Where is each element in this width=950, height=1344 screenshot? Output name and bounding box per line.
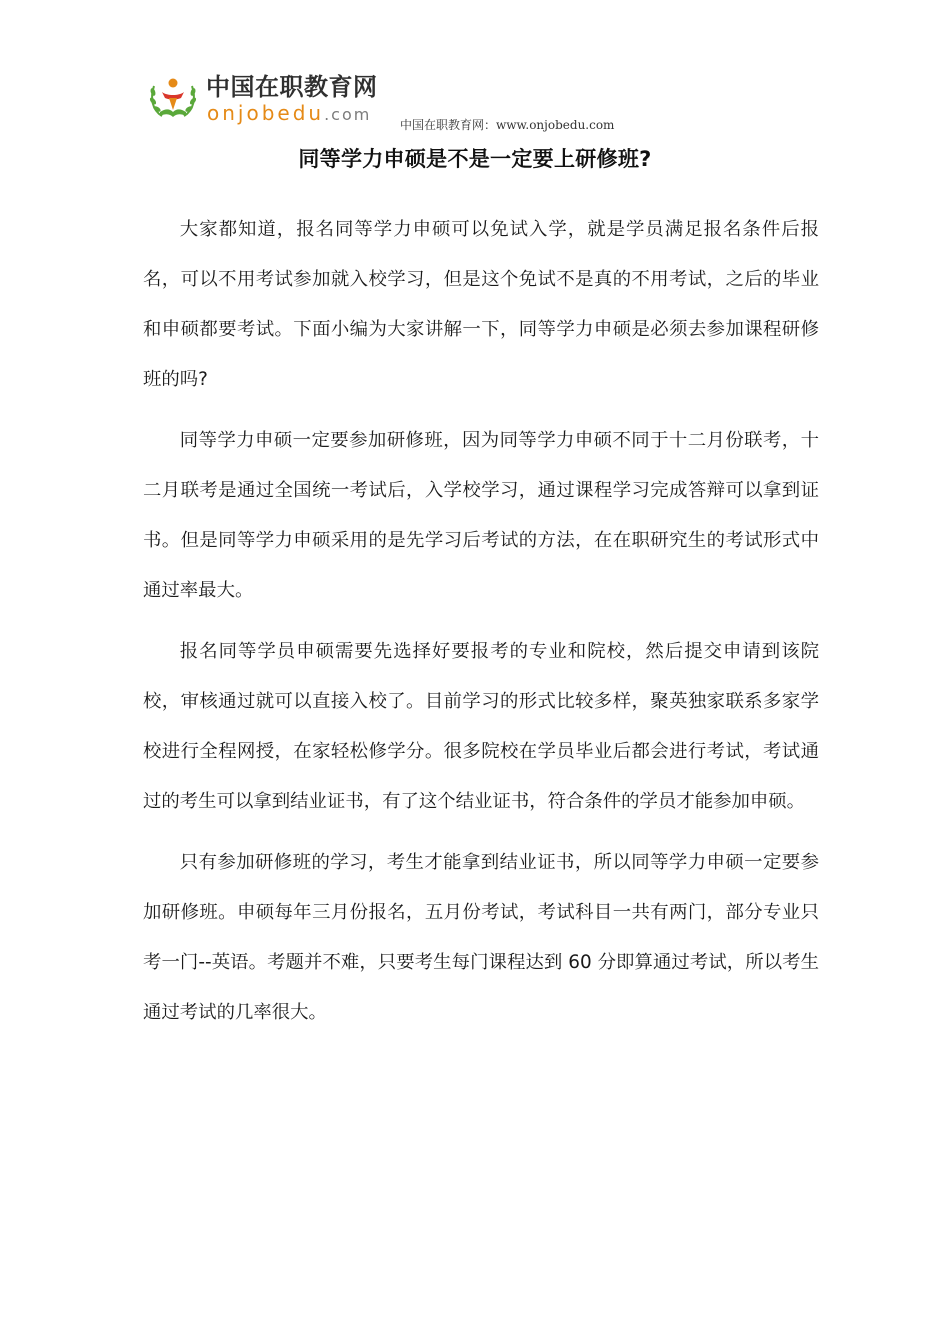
logo-english-main: onjobedu [207, 101, 325, 125]
page-header [148, 72, 808, 132]
article-body [143, 205, 819, 1049]
logo-english-name [207, 102, 371, 126]
laurel-figure-logo-icon [148, 72, 198, 122]
logo-chinese-name: 中国在职教育网 [206, 73, 378, 101]
logo-english-suffix: .com [324, 105, 372, 124]
article-paragraph-3: 报名同等学员申硕需要先选择好要报考的专业和院校，然后提交申请到该院校，审核通过就可以直接入校了。目前学习的形式比较多样，聚英独家联系多家学校进行全程网授，在家轻松修学分。很多院校在学员毕业后都会进行考试，考试通过的考生可以拿到结业证书，有了这个结业证书，符合条件的学员才能参加申硕。 [143, 641, 819, 812]
article-paragraph-1: 大家都知道，报名同等学力申硕可以免试入学，就是学员满足报名条件后报名，可以不用考试参加就入校学习，但是这个免试不是真的不用考试，之后的毕业和申硕都要考试。下面小编为大家讲解一下，同等学力申硕是必须去参加课程研修班的吗? [143, 219, 819, 390]
article-title: 同等学力申硕是不是一定要上研修班? [298, 147, 652, 171]
header-site-label: 中国在职教育网：www.onjobedu.com [400, 118, 615, 132]
article-paragraph-4: 只有参加研修班的学习，考生才能拿到结业证书，所以同等学力申硕一定要参加研修班。申硕每年三月份报名，五月份考试，考试科目一共有两门，部分专业只考一门--英语。考题并不难，只要考生每门课程达到 60 分即算通过考试，所以考生通过考试的几率很大。 [143, 852, 819, 1023]
article-paragraph-2: 同等学力申硕一定要参加研修班，因为同等学力申硕不同于十二月份联考，十二月联考是通过全国统一考试后，入学校学习，通过课程学习完成答辩可以拿到证书。但是同等学力申硕采用的是先学习后考试的方法，在在职研究生的考试形式中通过率最大。 [143, 430, 819, 601]
